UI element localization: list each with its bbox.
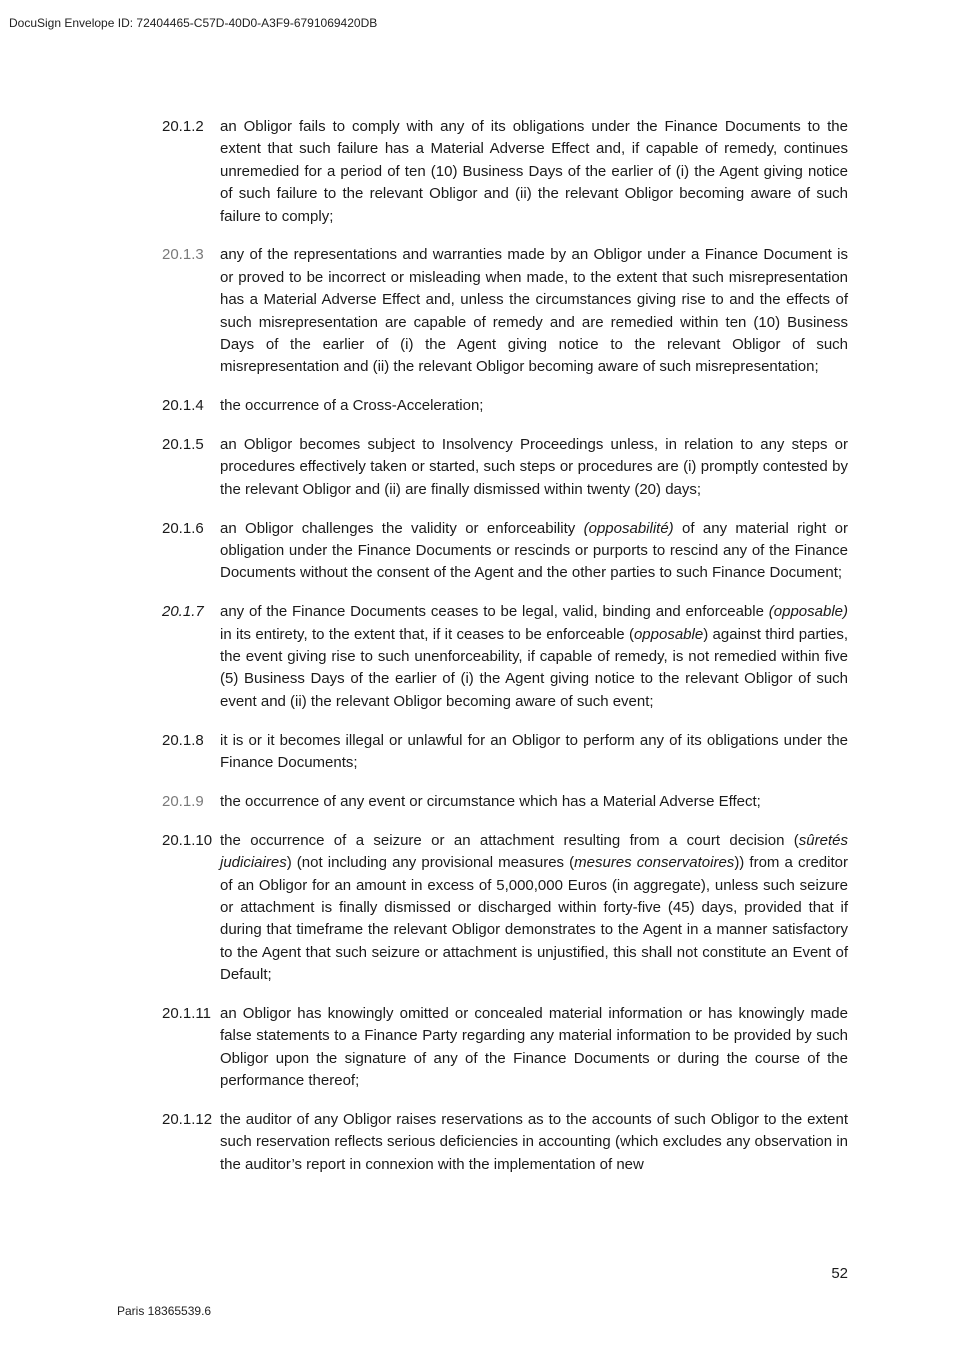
- clause-number: 20.1.4: [162, 397, 204, 415]
- clause-number: 20.1.6: [162, 519, 204, 537]
- clause-20-1-2: [162, 116, 848, 228]
- italic-term: (opposabilité): [583, 519, 674, 537]
- text-run: of any material right or obligation under the Finance Documents or rescinds or purports to rescind any of the Finance Documents without the consent of the Agent and the other parties to such Finance Document;: [220, 519, 848, 582]
- italic-term: mesures conservatoires: [574, 854, 735, 872]
- clause-text: [220, 434, 848, 501]
- italic-term: (opposable): [768, 603, 848, 621]
- clause-20-1-5: [162, 434, 848, 501]
- clause-number: 20.1.12: [162, 1110, 213, 1128]
- text-run: any of the Finance Documents ceases to be legal, valid, binding and enforceable: [220, 603, 769, 621]
- clause-text: [220, 1003, 848, 1093]
- page-number: 52: [831, 1265, 848, 1282]
- document-reference: Paris 18365539.6: [117, 1304, 212, 1318]
- clause-text: [220, 601, 848, 713]
- clause-20-1-3: [162, 244, 848, 378]
- clause-text: [220, 1109, 848, 1176]
- italic-term: sûretés judiciaires: [220, 831, 848, 872]
- clause-text: [220, 244, 848, 378]
- clause-text: [220, 791, 848, 813]
- clause-20-1-9: [162, 791, 848, 813]
- text-run: the occurrence of any event or circumstance which has a Material Adverse Effect;: [220, 792, 761, 810]
- text-run: the auditor of any Obligor raises reservations as to the accounts of such Obligor to the extent such reservation reflects serious deficiencies in accounting (which excludes any observation in the auditor’s report in connexion with the implementation of new: [220, 1110, 848, 1173]
- envelope-id: DocuSign Envelope ID: 72404465-C57D-40D0-A3F9-6791069420DB: [9, 16, 378, 30]
- text-run: in its entirety, to the extent that, if it ceases to be enforceable (: [220, 625, 634, 643]
- clause-20-1-4: [162, 395, 848, 417]
- text-run: an Obligor becomes subject to Insolvency Proceedings unless, in relation to any steps or procedures effectively taken or started, such steps or procedures are (i) promptly contested by the relevant Obligor and (ii) are finally dismissed within twenty (20) days;: [220, 436, 848, 498]
- text-run: the occurrence of a Cross-Acceleration;: [220, 397, 484, 415]
- clause-20-1-8: [162, 730, 848, 775]
- text-run: ) (not including any provisional measures (: [286, 854, 575, 872]
- clause-number: 20.1.8: [162, 731, 204, 749]
- clause-text: [220, 518, 848, 585]
- clause-20-1-6: [162, 518, 848, 585]
- clause-20-1-11: [162, 1003, 848, 1093]
- text-run: an Obligor challenges the validity or enforceability: [220, 519, 584, 537]
- clause-20-1-10: [162, 830, 848, 987]
- text-run: )) from a creditor of an Obligor for an amount in excess of 5,000,000 Euros (in aggregate), unless such seizure or attachment is finally dismissed or discharged within forty-five (45) days, provided that if during that timeframe the relevant Obligor demonstrates to the Agent in a manner satisfactory to the Agent that such seizure or attachment is unjustified, this shall not constitute an Event of Default;: [220, 854, 848, 984]
- clause-number: 20.1.5: [162, 436, 204, 454]
- text-run: an Obligor has knowingly omitted or concealed material information or has knowingly made false statements to a Finance Party regarding any material information to be provided by such Obligor upon the signature of any of the Finance Documents or during the course of the performance thereof;: [220, 1004, 848, 1090]
- clause-text: [220, 116, 848, 228]
- clause-list: [162, 116, 848, 1193]
- clause-number: 20.1.7: [162, 603, 204, 621]
- text-run: ) against third parties, the event giving rise to such unenforceability, if capable of remedy, is not remedied within five (5) Business Days of the earlier of (i) the Agent giving notice to the relevant Obligor of such event and (ii) the relevant Obligor becoming aware of such event;: [220, 625, 848, 710]
- text-run: the occurrence of a seizure or an attachment resulting from a court decision (: [220, 831, 799, 849]
- text-run: an Obligor fails to comply with any of its obligations under the Finance Documents to the extent that such failure has a Material Adverse Effect and, if capable of remedy, continues unremedied for a period of ten (10) Business Days of the earlier of (i) the Agent giving notice of such failure to the relevant Obligor and (ii) the relevant Obligor becoming aware of such failure to comply;: [220, 118, 848, 225]
- text-run: it is or it becomes illegal or unlawful for an Obligor to perform any of its obligations under the Finance Documents;: [220, 731, 848, 772]
- clause-number: 20.1.9: [162, 792, 204, 810]
- clause-number: 20.1.2: [162, 118, 204, 135]
- clause-number: 20.1.3: [162, 246, 204, 264]
- clause-number: 20.1.10: [162, 831, 213, 849]
- clause-text: [220, 395, 848, 417]
- clause-text: [220, 730, 848, 775]
- clause-text: [220, 830, 848, 987]
- text-run: any of the representations and warranties made by an Obligor under a Finance Document is or proved to be incorrect or misleading when made, to the extent that such misrepresentation has a Material Adverse Effect and, unless the circumstances giving rise to and the effects of such misrepresentation are capable of remedy and are remedied within ten (10) Business Days of the earlier of (i) the Agent giving notice to the relevant Obligor of such misrepresentation and (ii) the relevant Obligor becoming aware of such misrepresentation;: [220, 246, 848, 376]
- clause-number: 20.1.11: [162, 1004, 211, 1022]
- italic-term: opposable: [633, 625, 704, 643]
- clause-20-1-7: [162, 601, 848, 713]
- clause-20-1-12: [162, 1109, 848, 1176]
